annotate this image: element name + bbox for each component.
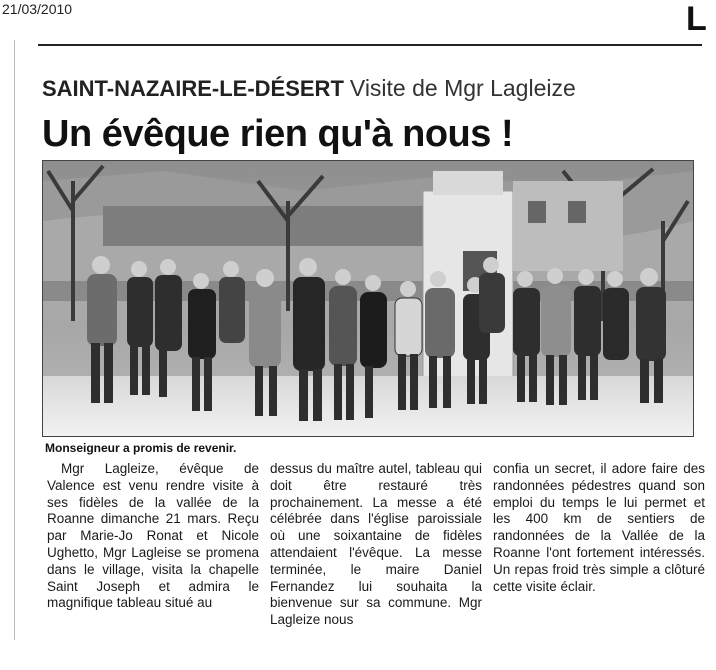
scan-edge-line [14, 40, 15, 640]
article-column-1: Mgr Lagleize, évêque de Valence est venu rendre visite à ses fidèles de la vallée de la Roanne dimanche 21 mars. Reçu par Marie-Jo Ronat et Nicole Ughetto, Mgr Lagleise se promena dans le village, visita la chapelle Saint Joseph et admira le magnifique tableau situé au [47, 461, 259, 611]
group-photo-icon [43, 161, 693, 436]
kicker-place: SAINT-NAZAIRE-LE-DÉSERT [42, 76, 344, 101]
article-headline: Un évêque rien qu'à nous ! [42, 113, 514, 155]
publication-date: 21/03/2010 [2, 1, 73, 17]
article-kicker [42, 77, 576, 100]
section-letter: L [686, 0, 707, 38]
kicker-subject: Visite de Mgr Lagleize [349, 75, 576, 101]
group-photo [42, 160, 694, 437]
photo-caption: Monseigneur a promis de revenir. [45, 441, 237, 455]
article-column-3: confia un secret, il adore faire des randonnées pédestres quand son emploi du temps le lui permet et les 400 km de sentiers de randonnées de la Vallée de la Roanne l'ont fortement intéressés. Un repas froid très simple a clôturé cette visite éclair. [493, 461, 705, 594]
header-rule [38, 44, 702, 46]
article-column-2: dessus du maître autel, tableau qui doit être restauré très prochainement. La messe a été célébrée dans l'église paroissiale où une soixantaine de fidèles attendaient l'évêque. La messe terminée, le maire Daniel Fernandez lui souhaita la bienvenue sur sa commune. Mgr Lagleize nous [270, 461, 482, 628]
